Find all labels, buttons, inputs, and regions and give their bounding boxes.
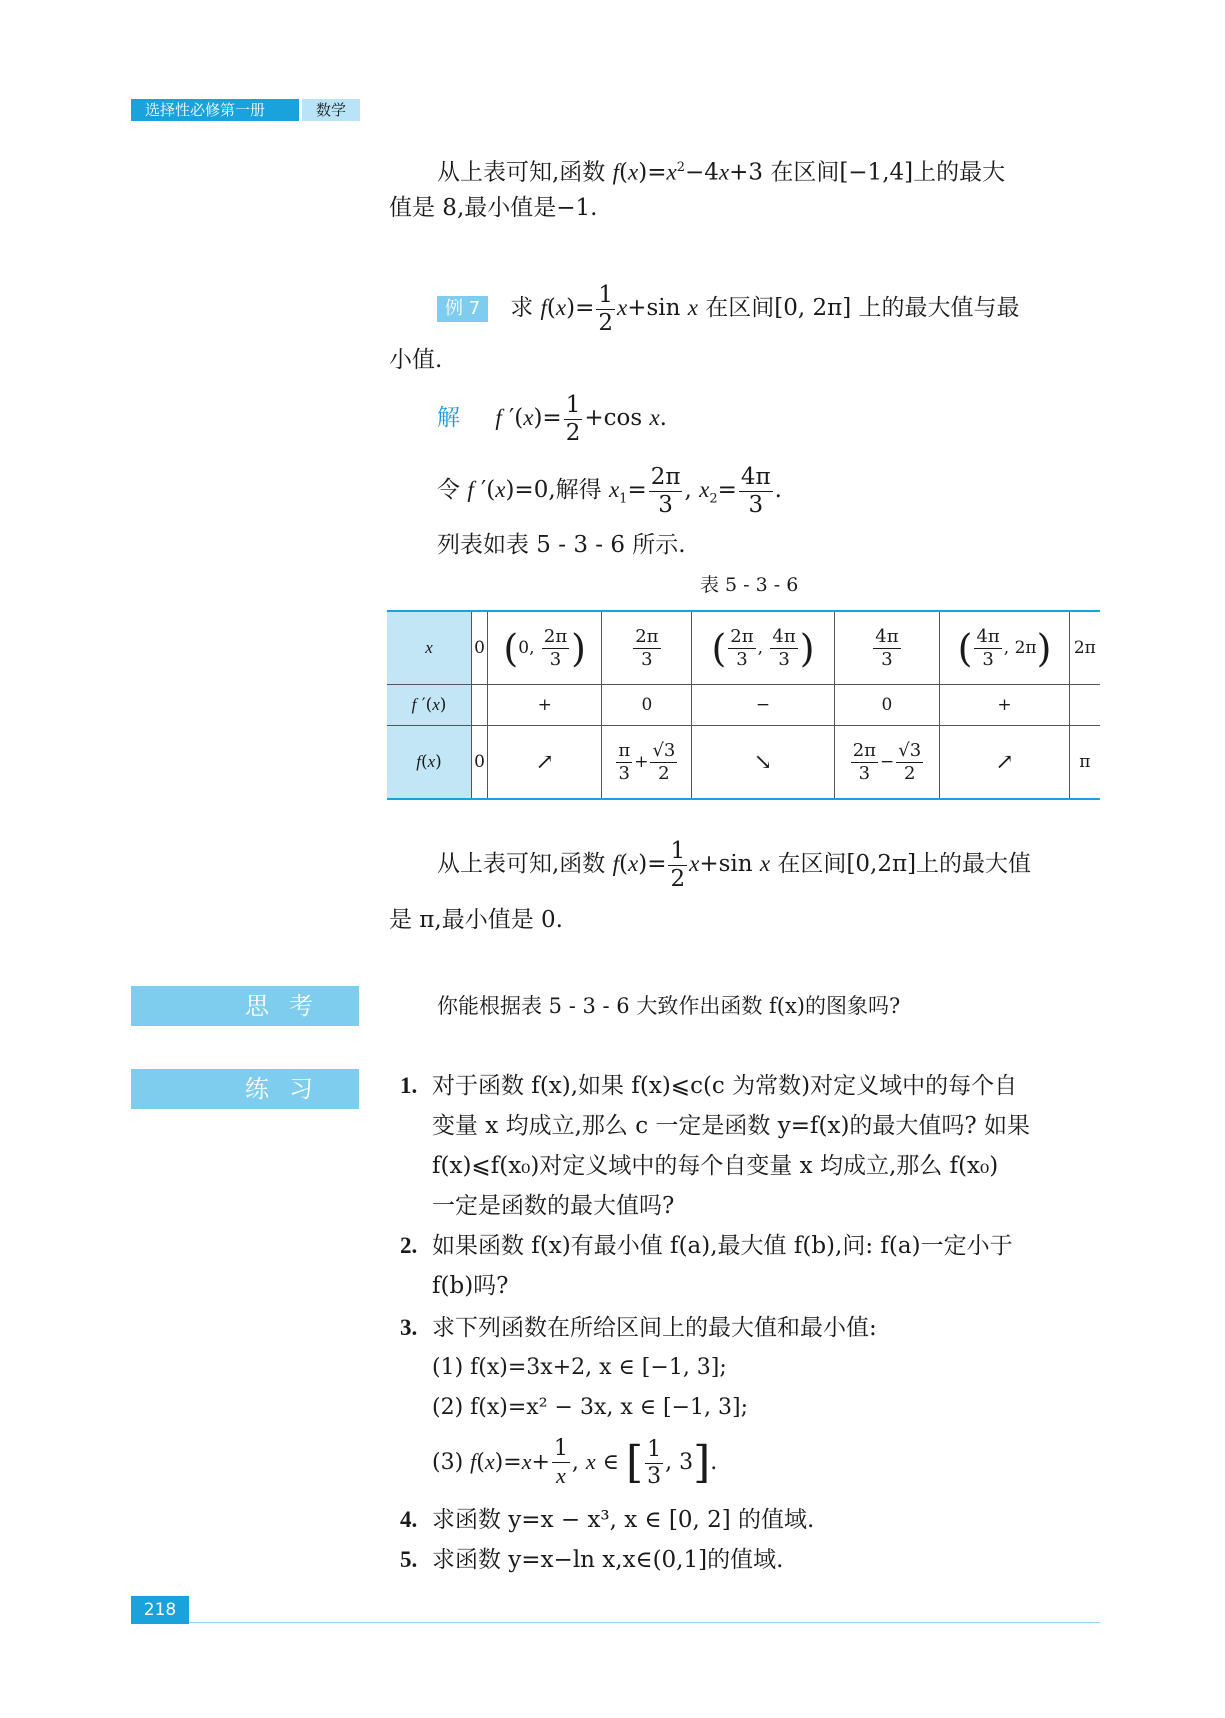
practice-item-4: 4. 求函数 y=x − x³, x ∈ [0, 2] 的值域. [400, 1507, 815, 1533]
practice-item-3-sub1: (1) f(x)=3x+2, x ∈ [−1, 3]; [432, 1355, 727, 1380]
para1-line2: 值是 8,最小值是−1. [389, 195, 598, 221]
increasing-arrow-icon: ↗ [940, 726, 1069, 800]
subject-tag: 数学 [302, 99, 360, 121]
table-row-fprime: f ′(x) + 0 − 0 + [387, 685, 1100, 726]
page-number: 218 [131, 1596, 189, 1624]
practice-item-5: 5. 求函数 y=x−ln x,x∈(0,1]的值域. [400, 1547, 784, 1573]
example7-line1: 例 7 求 f(x)= $\frac{1}{2}$ x+sin x 在区间[0, 2π] 上的最大值与最 [437, 280, 1020, 336]
increasing-arrow-icon: ↗ [488, 726, 602, 800]
para2-line2: 是 π,最小值是 0. [389, 907, 563, 933]
solution-step3: 列表如表 5 - 3 - 6 所示. [437, 532, 686, 558]
book-title-tag: 选择性必修第一册 [131, 99, 299, 121]
table-caption: 表 5 - 3 - 6 [700, 574, 799, 596]
practice-label: 练习 [131, 1069, 359, 1109]
practice-item-3-sub2: (2) f(x)=x² − 3x, x ∈ [−1, 3]; [432, 1395, 749, 1420]
solution-label: 解 [437, 405, 460, 431]
practice-item-2: 2. 如果函数 f(x)有最小值 f(a),最大值 f(b),问: f(a)一定小于 [400, 1233, 1013, 1259]
footer-rule [189, 1622, 1100, 1623]
practice-item-1-line2: 变量 x 均成立,那么 c 一定是函数 y=f(x)的最大值吗? 如果 [432, 1113, 1031, 1139]
practice-item-1: 1. 对于函数 f(x),如果 f(x)⩽c(c 为常数)对定义域中的每个自 [400, 1073, 1018, 1099]
table-row-f: f(x) 0 ↗ $\frac{\pi}{3}$ + $\frac{√3}{2}$ ↘ $\frac{2\pi}{3}$ − $\frac{√3}{2}$ ↗ π [387, 726, 1100, 800]
solution-step2: 令 f ′(x)=0,解得 $x_1=$ $\frac{2\pi}{3}$ , $x_2=$ $\frac{4\pi}{3}$ . [437, 463, 782, 518]
decreasing-arrow-icon: ↘ [692, 726, 834, 800]
solution-step1: 解 f ′(x)= $\frac{1}{2}$ +cos x. [437, 391, 667, 446]
para1-line1: 从上表可知,函数 $f(x)=x^2-4x+3$ 在区间[−1,4]上的最大 [437, 159, 1006, 186]
practice-item-3-sub3: (3) f(x)=x+ $\frac{1}{x}$ , x ∈ [ $\frac{1}{3}$ , 3]. [432, 1436, 718, 1489]
example7-line2: 小值. [389, 347, 443, 373]
practice-item-2-line2: f(b)吗? [432, 1273, 509, 1299]
practice-item-1-line3: f(x)⩽f(x₀)对定义域中的每个自变量 x 均成立,那么 f(x₀) [432, 1153, 999, 1179]
think-label: 思考 [131, 986, 359, 1026]
example-badge: 例 7 [437, 296, 488, 322]
practice-item-1-line4: 一定是函数的最大值吗? [432, 1193, 675, 1219]
variation-table [387, 610, 1100, 800]
think-text: 你能根据表 5 - 3 - 6 大致作出函数 f(x)的图象吗? [437, 994, 901, 1018]
table-row-x: x 0 (0, $\frac{2\pi}{3}$ ) $\frac{2\pi}{3}$ ( $\frac{2\pi}{3}$ , $\frac{4\pi}{3}$ ) $\frac{4\pi}{3}$ ( $\frac{4\pi}{3}$ , 2π) 2π [387, 611, 1100, 685]
practice-item-3: 3. 求下列函数在所给区间上的最大值和最小值: [400, 1315, 877, 1341]
para2-line1: 从上表可知,函数 f(x)= $\frac{1}{2}$ x+sin x 在区间[0,2π]上的最大值 [437, 837, 1032, 892]
